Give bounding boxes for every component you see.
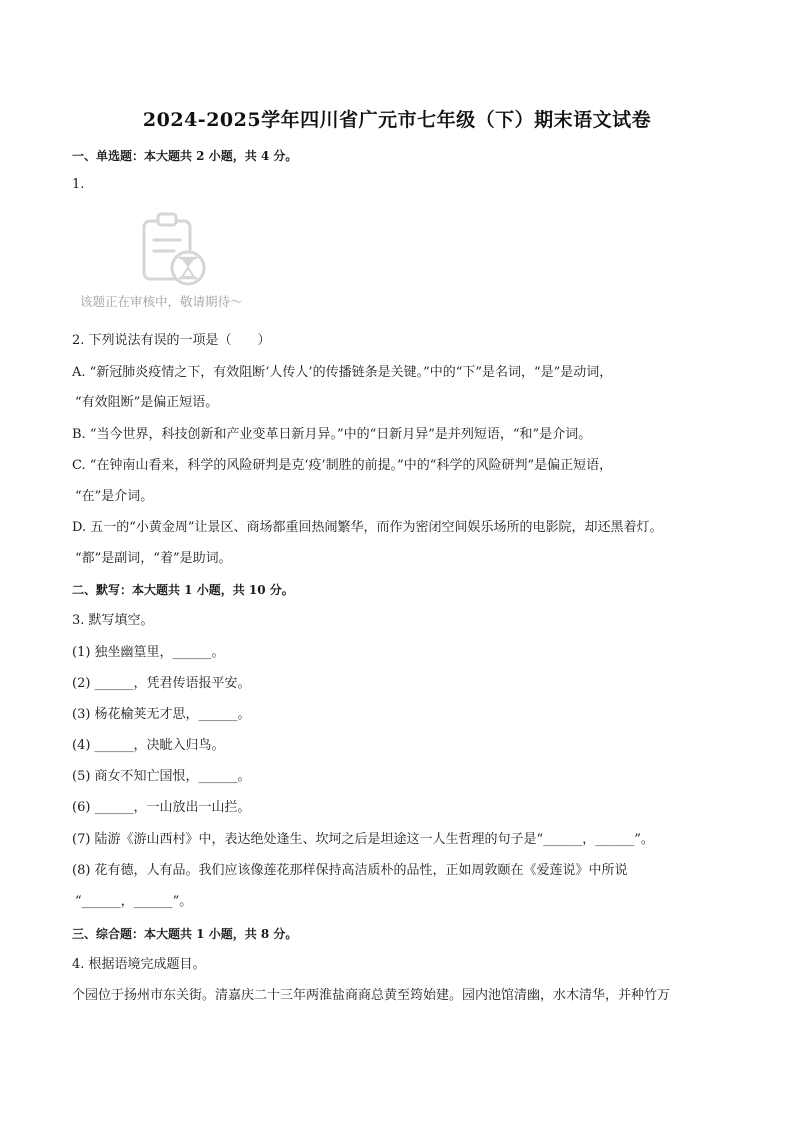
question-3-item-8: (8) 花有德，人有品。我们应该像莲花那样保持高洁质朴的品性，正如周敦颐在《爱莲说》中所说 (72, 863, 628, 878)
question-2-option-d: D. 五一的“小黄金周”让景区、商场都重回热闹繁华，而作为密闭空间娱乐场所的电影院，却还黑着灯。 (72, 520, 663, 535)
question-3-item-2: (2) ______，凭君传语报平安。 (72, 676, 251, 691)
question-2-stem: 2. 下列说法有误的一项是（ ） (72, 333, 271, 348)
question-3-item-5: (5) 商女不知亡国恨，______。 (72, 769, 251, 784)
question-2-option-b: B. “当今世界，科技创新和产业变革日新月异。”中的“日新月异”是并列短语，“和”是介词。 (72, 427, 592, 442)
question-2-option-d-cont: “都”是副词，“着”是助词。 (75, 551, 232, 566)
page-title: 2024-2025学年四川省广元市七年级（下）期末语文试卷 (142, 109, 652, 131)
question-4-passage: 个园位于扬州市东关街。清嘉庆二十三年两淮盐商商总黄至筠始建。园内池馆清幽，水木清华，并种竹万 (72, 988, 671, 1003)
clipboard-hourglass-icon (78, 206, 268, 291)
question-3-item-3: (3) 杨花榆荚无才思，______。 (72, 707, 251, 722)
question-2-option-c-cont: “在”是介词。 (75, 489, 154, 504)
question-2-option-a: A. “新冠肺炎疫情之下，有效阻断‘人传人’的传播链条是关键。”中的“下”是名词，“是”是动词， (72, 365, 613, 380)
question-2-option-a-cont: “有效阻断”是偏正短语。 (75, 395, 219, 410)
section-heading-comprehensive: 三、综合题：本大题共 1 小题，共 8 分。 (72, 927, 298, 941)
question-1-number: 1. (72, 177, 85, 192)
section-heading-single-choice: 一、单选题：本大题共 2 小题，共 4 分。 (72, 149, 298, 163)
question-3-item-8-cont: “______，______”。 (75, 894, 193, 909)
section-heading-dictation: 二、默写：本大题共 1 小题，共 10 分。 (72, 583, 294, 597)
question-3-item-7: (7) 陆游《游山西村》中，表达绝处逢生、坎坷之后是坦途这一人生哲理的句子是“______，______”。 (72, 832, 654, 847)
question-2-option-c: C. “在钟南山看来，科学的风险研判是克‘疫’制胜的前提。”中的“科学的风险研判”是偏正短语， (72, 458, 613, 473)
question-3-item-1: (1) 独坐幽篁里，______。 (72, 645, 225, 660)
review-placeholder-caption: 该题正在审核中，敬请期待～ (80, 294, 243, 309)
question-4-stem: 4. 根据语境完成题目。 (72, 957, 206, 972)
question-3-item-4: (4) ______，决眦入归鸟。 (72, 738, 225, 753)
question-3-item-6: (6) ______，一山放出一山拦。 (72, 800, 251, 815)
question-3-stem: 3. 默写填空。 (72, 613, 154, 628)
